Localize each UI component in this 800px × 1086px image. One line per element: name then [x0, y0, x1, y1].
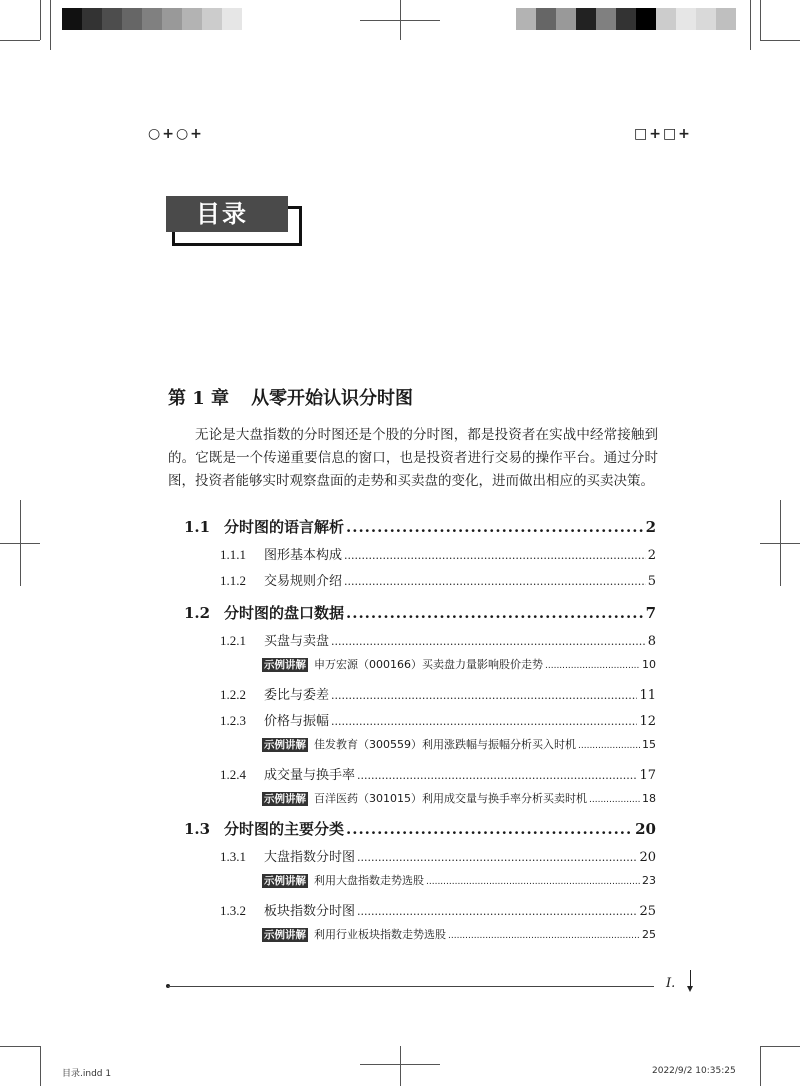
toc-title: 图形基本构成 [264, 548, 343, 563]
chapter-heading [168, 384, 413, 410]
color-swatch [182, 8, 202, 30]
color-swatch [616, 8, 636, 30]
toc-number: 1.2.4 [220, 767, 246, 782]
toc-number: 1.3.2 [220, 903, 246, 918]
color-swatch [676, 8, 696, 30]
toc-leader-dots [346, 518, 644, 536]
toc-label [220, 710, 329, 729]
slug-timestamp: 2022/9/2 10:35:25 [652, 1066, 736, 1076]
example-badge: 示例讲解 [264, 739, 306, 751]
example-badge: 示例讲解 [264, 929, 306, 941]
toc-label [184, 516, 344, 537]
toc-title: 分时图的主要分类 [224, 820, 345, 838]
toc-entry-example[interactable] [262, 736, 656, 754]
toc-page-number: 23 [642, 874, 656, 887]
toc-page-number: 7 [645, 604, 656, 622]
toc-number: 1.1 [184, 518, 211, 536]
table-of-contents [184, 516, 656, 954]
toc-page-number: 2 [647, 548, 656, 563]
color-swatch [516, 8, 536, 30]
toc-label [220, 544, 342, 563]
crop-mark [400, 0, 401, 40]
arrow-head-icon [687, 986, 693, 992]
toc-page-number: 5 [647, 574, 656, 589]
toc-title: 委比与委差 [264, 688, 330, 703]
toc-leader-dots [346, 604, 644, 622]
toc-page-number: 20 [635, 820, 656, 838]
toc-title: 申万宏源（000166）买卖盘力量影响股价走势 [314, 658, 543, 671]
toc-entry-subsection[interactable] [220, 630, 656, 652]
toc-number: 1.1.2 [220, 573, 246, 588]
toc-page-number: 25 [639, 904, 656, 919]
color-swatch [596, 8, 616, 30]
toc-entry-example[interactable] [262, 926, 656, 944]
toc-page-number: 18 [642, 792, 656, 805]
registration-mark-left: ○+○+ [148, 126, 204, 142]
toc-entry-section[interactable] [184, 602, 656, 626]
crop-mark [760, 40, 800, 41]
toc-number: 1.2 [184, 604, 211, 622]
crop-mark [400, 1046, 401, 1086]
color-swatch [556, 8, 576, 30]
color-swatch [142, 8, 162, 30]
example-badge: 示例讲解 [264, 659, 306, 671]
toc-title: 买盘与卖盘 [264, 634, 330, 649]
toc-title: 大盘指数分时图 [264, 850, 356, 865]
crop-mark [40, 1046, 41, 1086]
toc-leader-dots [357, 769, 637, 782]
chapter-title: 从零开始认识分时图 [251, 388, 414, 409]
toc-page-number: 10 [642, 658, 656, 671]
toc-entry-example[interactable] [262, 872, 656, 890]
color-swatch [102, 8, 122, 30]
toc-title: 佳发教育（300559）利用涨跌幅与振幅分析买入时机 [314, 738, 576, 751]
color-swatch [716, 8, 736, 30]
toc-number: 1.2.1 [220, 633, 246, 648]
toc-page-number: 8 [647, 634, 656, 649]
toc-entry-subsection[interactable] [220, 684, 656, 706]
toc-number: 1.3.1 [220, 849, 246, 864]
crop-mark [40, 0, 41, 40]
toc-leader-dots [344, 549, 646, 562]
toc-label [220, 570, 342, 589]
color-swatch [242, 8, 262, 30]
toc-leader-dots [357, 851, 637, 864]
toc-entry-section[interactable] [184, 516, 656, 540]
toc-entry-example[interactable] [262, 790, 656, 808]
toc-title: 分时图的盘口数据 [224, 604, 345, 622]
toc-title: 百洋医药（301015）利用成交量与换手率分析买卖时机 [314, 792, 587, 805]
toc-leader-dots [331, 635, 646, 648]
toc-entry-subsection[interactable] [220, 900, 656, 922]
toc-leader-dots [545, 661, 640, 671]
color-swatch [222, 8, 242, 30]
toc-page-number: 11 [639, 688, 656, 703]
toc-number: 1.1.1 [220, 547, 246, 562]
color-strip-left [62, 8, 262, 30]
toc-entry-subsection[interactable] [220, 710, 656, 732]
toc-page-number: 25 [642, 928, 656, 941]
toc-leader-dots [346, 820, 633, 838]
crop-mark [780, 500, 781, 586]
color-swatch [696, 8, 716, 30]
footer-rule [168, 986, 654, 987]
color-swatch [62, 8, 82, 30]
color-swatch [122, 8, 142, 30]
example-badge: 示例讲解 [264, 875, 306, 887]
toc-number: 1.2.2 [220, 687, 246, 702]
crop-mark [760, 1046, 800, 1047]
color-swatch [82, 8, 102, 30]
toc-label [184, 818, 344, 839]
toc-entry-subsection[interactable] [220, 846, 656, 868]
toc-label [262, 926, 446, 942]
crop-mark [750, 0, 751, 50]
example-badge: 示例讲解 [264, 793, 306, 805]
toc-label [220, 630, 329, 649]
page-title: 目录 [166, 196, 288, 232]
color-swatch [576, 8, 596, 30]
color-swatch [636, 8, 656, 30]
toc-entry-subsection[interactable] [220, 764, 656, 786]
toc-entry-subsection[interactable] [220, 570, 656, 592]
toc-label [262, 790, 587, 806]
toc-title: 交易规则介绍 [264, 574, 343, 589]
toc-number: 1.2.3 [220, 713, 246, 728]
crop-mark [0, 1046, 40, 1047]
registration-mark-right: □+□+ [634, 126, 692, 142]
toc-number: 1.3 [184, 820, 211, 838]
toc-label [220, 846, 355, 865]
toc-label [220, 764, 355, 783]
chapter-intro [168, 424, 658, 493]
toc-leader-dots [448, 931, 640, 941]
color-swatch [162, 8, 182, 30]
crop-mark [760, 0, 761, 40]
toc-title: 利用行业板块指数走势选股 [314, 928, 446, 941]
toc-label [220, 684, 329, 703]
crop-mark [760, 1046, 761, 1086]
toc-page-number: 20 [639, 850, 656, 865]
toc-page-number: 2 [645, 518, 656, 536]
toc-label [262, 736, 576, 752]
toc-leader-dots [344, 575, 646, 588]
toc-label [184, 602, 344, 623]
toc-title: 价格与振幅 [264, 714, 330, 729]
toc-title: 成交量与换手率 [264, 768, 356, 783]
color-strip-right [516, 8, 736, 30]
toc-leader-dots [578, 741, 640, 751]
toc-page-number: 17 [639, 768, 656, 783]
toc-leader-dots [589, 795, 640, 805]
toc-title: 板块指数分时图 [264, 904, 356, 919]
page-number: I. [666, 976, 676, 991]
slug-filename: 目录.indd 1 [62, 1069, 112, 1079]
toc-entry-subsection[interactable] [220, 544, 656, 566]
toc-entry-example[interactable] [262, 656, 656, 674]
toc-entry-section[interactable] [184, 818, 656, 842]
crop-mark [50, 0, 51, 50]
toc-leader-dots [357, 905, 637, 918]
crop-mark [0, 40, 40, 41]
intro-paragraph: 无论是大盘指数的分时图还是个股的分时图，都是投资者在实战中经常接触到的。它既是一个传递重要信息的窗口，也是投资者进行交易的操作平台。通过分时图，投资者能够实时观察盘面的走势和买卖盘的变化，进而做出相应的买卖决策。 [168, 427, 658, 489]
toc-title: 利用大盘指数走势选股 [314, 874, 424, 887]
toc-label [262, 872, 424, 888]
toc-title: 分时图的语言解析 [224, 518, 345, 536]
toc-leader-dots [331, 715, 637, 728]
toc-leader-dots [331, 689, 637, 702]
crop-mark [20, 500, 21, 586]
color-swatch [536, 8, 556, 30]
toc-page-number: 12 [639, 714, 656, 729]
toc-page-number: 15 [642, 738, 656, 751]
color-swatch [656, 8, 676, 30]
toc-leader-dots [426, 877, 640, 887]
toc-label [262, 656, 543, 672]
chapter-number: 第 1 章 [168, 388, 230, 409]
color-swatch [202, 8, 222, 30]
toc-label [220, 900, 355, 919]
